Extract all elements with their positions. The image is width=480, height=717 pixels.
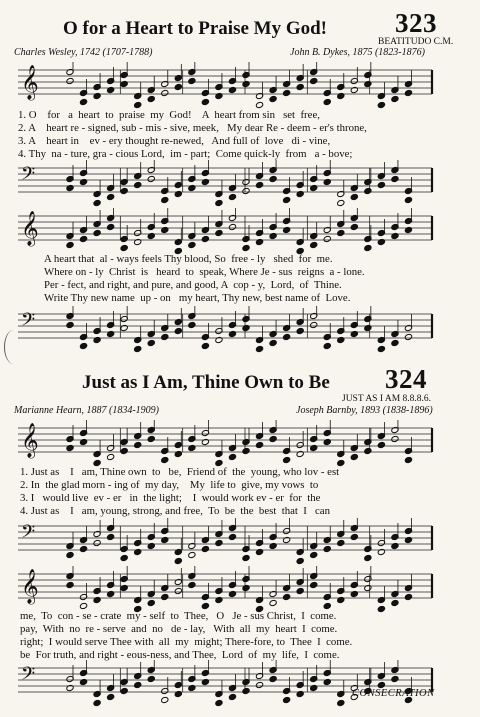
verse-line: me, To con - se - crate my - self to Thee, O Je - sus Christ, I come. — [20, 610, 337, 622]
hymn-323-system-1-bass-staff — [0, 160, 480, 210]
svg-text:𝄞: 𝄞 — [21, 569, 39, 604]
svg-text:𝄢: 𝄢 — [21, 522, 36, 547]
verse-line: 3. I would live ev - er in the light; I would work ev - er for the — [20, 492, 321, 504]
verse-line: right; I would serve Thee with all my might; There-fore, to Thee I come. — [20, 636, 353, 648]
verse-line: A heart that al - ways feels Thy blood, So free - ly shed for me. — [44, 253, 333, 265]
verse-line: Write Thy new name up - on my heart, Thy new, best name of Love. — [44, 292, 351, 304]
hymn-323-title: O for a Heart to Praise My God! — [63, 18, 327, 39]
svg-text:𝄞: 𝄞 — [21, 65, 39, 100]
verse-line: pay, With no re - serve and no de - lay, With all my heart I come. — [20, 623, 338, 635]
verse-line: Where on - ly Christ is heard to speak, Where Je - sus reigns a - lone. — [44, 266, 365, 278]
footer-category: CONSECRATION — [352, 688, 435, 699]
hymn-324-system-2-bass-staff — [0, 660, 480, 710]
hymn-324-system-2-treble-staff — [0, 566, 480, 616]
hymn-324-title: Just as I Am, Thine Own to Be — [82, 372, 330, 393]
svg-text:𝄢: 𝄢 — [21, 310, 36, 335]
hymn-324-system-1-treble-staff — [0, 420, 480, 470]
hymn-323-system-2-treble-staff — [0, 208, 480, 258]
hymn-324-number: 324 — [385, 364, 427, 394]
verse-line: 1. O for a heart to praise my God! A heart from sin set free, — [18, 109, 320, 121]
svg-text:𝄞: 𝄞 — [21, 423, 39, 458]
hymn-323-system-2-bass-staff — [0, 306, 480, 356]
verse-line: 2. A heart re - signed, sub - mis - sive, meek, My dear Re - deem - er's throne, — [18, 122, 367, 134]
svg-text:𝄞: 𝄞 — [21, 211, 39, 246]
svg-text:𝄢: 𝄢 — [21, 164, 36, 189]
verse-line: 1. Just as I am, Thine own to be, Friend of the young, who lov - est — [20, 466, 340, 478]
verse-line: be For truth, and right - eous-ness, and Thee, Lord of my life, I come. — [20, 649, 340, 661]
hymn-323-system-1-treble-staff — [0, 62, 480, 112]
svg-text:𝄢: 𝄢 — [21, 664, 36, 689]
hymn-324-words-credit: Marianne Hearn, 1887 (1834-1909) — [14, 405, 159, 416]
hymn-323-number: 323 — [395, 8, 437, 38]
verse-line: 4. Just as I am, young, strong, and free, To be the best that I can — [20, 505, 330, 517]
verse-line: 3. A heart in ev - ery thought re-newed, And full of love di - vine, — [18, 135, 331, 147]
hymn-324-system-1-verses — [20, 466, 339, 518]
verse-line: 4. Thy na - ture, gra - cious Lord, im - part; Come quick-ly from a - bove; — [18, 148, 353, 160]
hymn-323-words-credit: Charles Wesley, 1742 (1707-1788) — [14, 47, 153, 58]
hymn-323-music-credit: John B. Dykes, 1875 (1823-1876) — [290, 47, 425, 58]
hymn-324-system-1-bass-staff — [0, 518, 480, 568]
hymn-323-system-1-verses — [18, 109, 367, 161]
hymn-324-music-credit: Joseph Barnby, 1893 (1838-1896) — [296, 405, 433, 416]
hymn-324-system-2-verses — [20, 610, 352, 662]
verse-line: Per - fect, and right, and pure, and good, A cop - y, Lord, of Thine. — [44, 279, 342, 291]
verse-line: 2. In the glad morn - ing of my day, My life to give, my vows to — [20, 479, 319, 491]
hymn-323-system-2-verses — [44, 253, 365, 305]
hymn-323-tune: BEATITUDO C.M. — [378, 37, 454, 47]
margin-mark — [4, 330, 23, 364]
hymn-324-tune: JUST AS I AM 8.8.8.6. — [342, 394, 432, 404]
